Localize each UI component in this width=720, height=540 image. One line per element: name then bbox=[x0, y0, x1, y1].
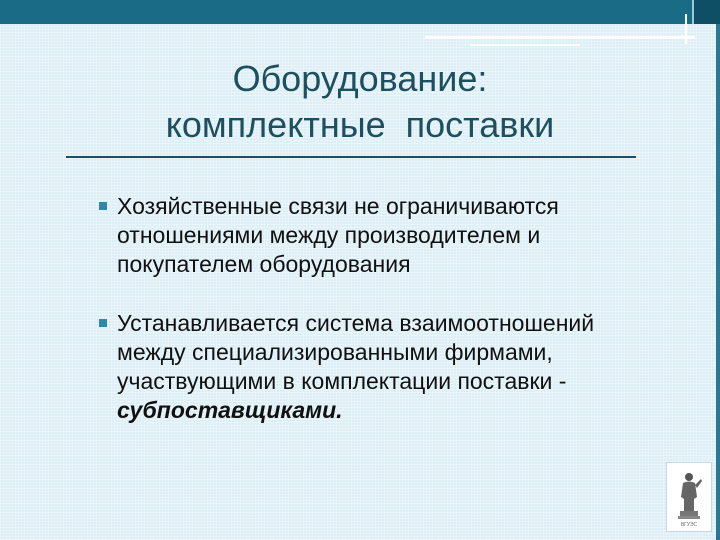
bullet-line: между специализированными фирмами, bbox=[117, 339, 553, 365]
accent-line bbox=[685, 14, 687, 44]
slide-title-line: Оборудование: bbox=[232, 58, 488, 99]
accent-line bbox=[470, 44, 580, 46]
right-edge-bar bbox=[716, 24, 720, 540]
bullet-item bbox=[97, 192, 687, 279]
title-underline bbox=[66, 156, 636, 158]
emphasized-term: субпоставщиками. bbox=[117, 397, 343, 423]
university-logo bbox=[666, 462, 712, 532]
slide-title bbox=[70, 56, 650, 148]
bullet-line: Хозяйственные связи не ограничиваются bbox=[117, 193, 559, 219]
slide-title-line: комплектные поставки bbox=[165, 104, 555, 145]
square-bullet-icon bbox=[99, 202, 107, 210]
square-bullet-icon bbox=[99, 319, 107, 327]
accent-line bbox=[425, 36, 695, 39]
bullet-list bbox=[97, 192, 687, 455]
statue-emblem-icon bbox=[667, 463, 711, 531]
top-bar-corner bbox=[692, 0, 720, 24]
bullet-item bbox=[97, 309, 687, 425]
bullet-line: отношениями между производителем и bbox=[117, 222, 541, 248]
bullet-line: покупателем оборудования bbox=[117, 251, 411, 277]
bullet-line: Устанавливается система взаимоотношений bbox=[117, 310, 595, 336]
logo-text: ВГУЭС bbox=[680, 522, 698, 528]
bullet-line: участвующими в комплектации поставки - bbox=[117, 368, 567, 394]
top-bar bbox=[0, 0, 720, 24]
